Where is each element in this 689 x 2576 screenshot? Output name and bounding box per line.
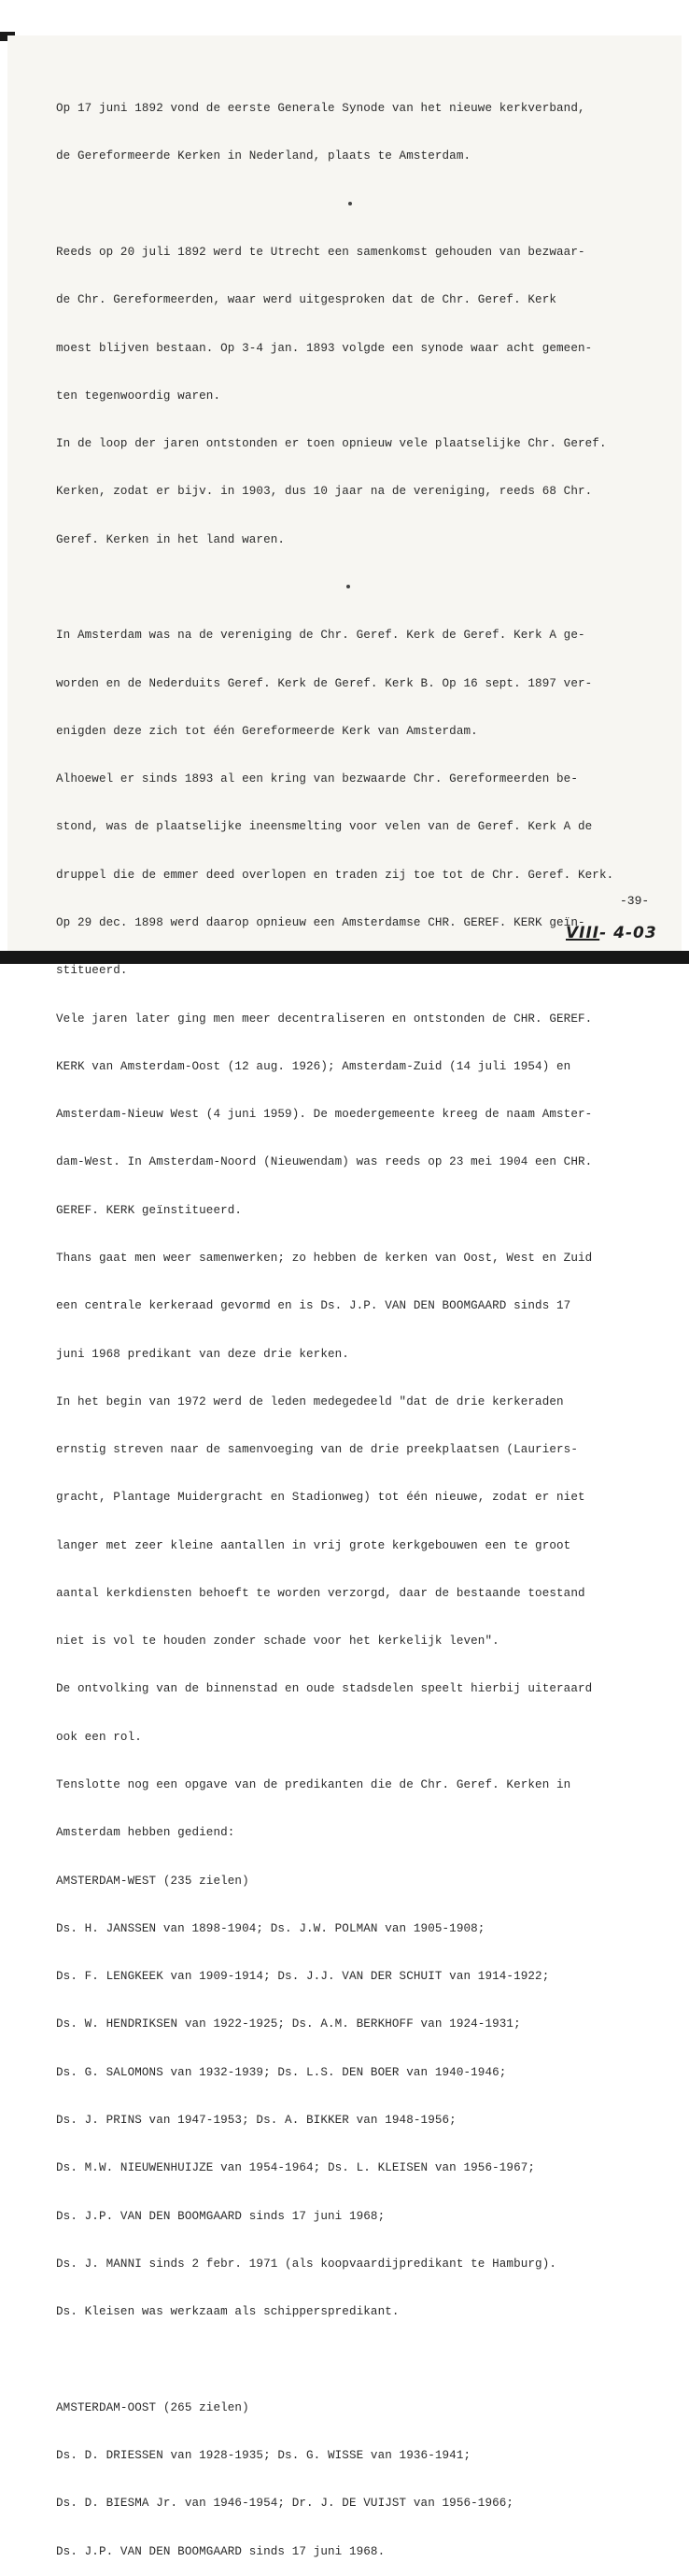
text-line: In het begin van 1972 werd de leden medegedeeld "dat de drie kerkeraden <box>56 1394 564 1408</box>
section-separator <box>56 580 672 596</box>
text-line: Reeds op 20 juli 1892 werd te Utrecht een samenkomst gehouden van bezwaar- <box>56 246 585 260</box>
text-line: Ds. J. MANNI sinds 2 febr. 1971 (als koopvaardijpredikant te Hamburg). <box>56 2257 557 2271</box>
text-line: Ds. J.P. VAN DEN BOOMGAARD sinds 17 juni 1968; <box>56 2209 386 2223</box>
text-line: De ontvolking van de binnenstad en oude stadsdelen speelt hierbij uiteraard <box>56 1682 593 1696</box>
typewritten-text <box>56 69 672 2576</box>
stamp-roman: VIII <box>566 924 600 942</box>
text-line: Ds. J. PRINS van 1947-1953; Ds. A. BIKKER van 1948-1956; <box>56 2114 457 2127</box>
separator-dot <box>346 585 350 588</box>
section-heading-west: AMSTERDAM-WEST (235 zielen) <box>56 1874 249 1888</box>
text-line: stond, was de plaatselijke ineensmelting voor velen van de Geref. Kerk A de <box>56 820 593 834</box>
text-line: Ds. M.W. NIEUWENHUIJZE van 1954-1964; Ds. L. KLEISEN van 1956-1967; <box>56 2161 536 2175</box>
text-line: stitueerd. <box>56 964 128 978</box>
text-line: druppel die de emmer deed overlopen en traden zij toe tot de Chr. Geref. Kerk. <box>56 868 614 882</box>
text-line: langer met zeer kleine aantallen in vrij grote kerkgebouwen een te groot <box>56 1538 571 1552</box>
text-line: de Gereformeerde Kerken in Nederland, plaats te Amsterdam. <box>56 149 471 163</box>
text-line: GEREF. KERK geïnstitueerd. <box>56 1203 243 1217</box>
text-line: Ds. D. BIESMA Jr. van 1946-1954; Dr. J. DE VUIJST van 1956-1966; <box>56 2497 514 2511</box>
text-line: ten tegenwoordig waren. <box>56 389 221 403</box>
stamp-code: - 4-03 <box>599 924 657 942</box>
text-line: niet is vol te houden zonder schade voor het kerkelijk leven". <box>56 1635 499 1649</box>
text-line: Ds. D. DRIESSEN van 1928-1935; Ds. G. WISSE van 1936-1941; <box>56 2448 471 2462</box>
text-line: dam-West. In Amsterdam-Noord (Nieuwendam) was reeds op 23 mei 1904 een CHR. <box>56 1155 593 1169</box>
blank-line <box>56 2352 672 2368</box>
text-line: Ds. F. LENGKEEK van 1909-1914; Ds. J.J. VAN DER SCHUIT van 1914-1922; <box>56 1970 550 1984</box>
text-line: een centrale kerkeraad gevormd en is Ds. J.P. VAN DEN BOOMGAARD sinds 17 <box>56 1299 571 1313</box>
archive-stamp <box>566 924 657 942</box>
text-line: Ds. J.P. VAN DEN BOOMGAARD sinds 17 juni 1968. <box>56 2544 386 2558</box>
text-line: de Chr. Gereformeerden, waar werd uitgesproken dat de Chr. Geref. Kerk <box>56 293 557 307</box>
text-line: Amsterdam-Nieuw West (4 juni 1959). De moedergemeente kreeg de naam Amster- <box>56 1108 593 1122</box>
text-line: Ds. W. HENDRIKSEN van 1922-1925; Ds. A.M. BERKHOFF van 1924-1931; <box>56 2017 521 2031</box>
text-line: Ds. H. JANSSEN van 1898-1904; Ds. J.W. POLMAN van 1905-1908; <box>56 1921 485 1935</box>
text-line: ernstig streven naar de samenvoeging van de drie preekplaatsen (Lauriers- <box>56 1443 578 1457</box>
text-line: Ds. G. SALOMONS van 1932-1939; Ds. L.S. DEN BOER van 1940-1946; <box>56 2065 507 2079</box>
section-heading-oost: AMSTERDAM-OOST (265 zielen) <box>56 2400 249 2414</box>
text-line: Op 17 juni 1892 vond de eerste Generale Synode van het nieuwe kerkverband, <box>56 102 585 116</box>
text-line: Geref. Kerken in het land waren. <box>56 532 286 546</box>
page-number: -39- <box>620 894 650 908</box>
separator-dot <box>348 202 352 205</box>
scan-top-margin <box>0 0 689 35</box>
text-line: Vele jaren later ging men meer decentraliseren en ontstonden de CHR. GEREF. <box>56 1012 593 1026</box>
text-line: juni 1968 predikant van deze drie kerken. <box>56 1347 349 1361</box>
text-line: In Amsterdam was na de vereniging de Chr. Geref. Kerk de Geref. Kerk A ge- <box>56 629 585 643</box>
text-line: ook een rol. <box>56 1730 142 1744</box>
text-line: Ds. Kleisen was werkzaam als schipperspredikant. <box>56 2305 400 2319</box>
text-line: Tenslotte nog een opgave van de predikanten die de Chr. Geref. Kerken in <box>56 1778 571 1792</box>
text-line: gracht, Plantage Muidergracht en Stadionweg) tot één nieuwe, zodat er niet <box>56 1491 585 1505</box>
text-line: worden en de Nederduits Geref. Kerk de Geref. Kerk B. Op 16 sept. 1897 ver- <box>56 676 593 690</box>
text-line: enigden deze zich tot één Gereformeerde Kerk van Amsterdam. <box>56 724 478 738</box>
text-line: In de loop der jaren ontstonden er toen opnieuw vele plaatselijke Chr. Geref. <box>56 437 607 451</box>
text-line: moest blijven bestaan. Op 3-4 jan. 1893 volgde een synode waar acht gemeen- <box>56 341 593 355</box>
text-line: KERK van Amsterdam-Oost (12 aug. 1926); Amsterdam-Zuid (14 juli 1954) en <box>56 1059 571 1073</box>
text-line: Alhoewel er sinds 1893 al een kring van bezwaarde Chr. Gereformeerden be- <box>56 772 578 786</box>
text-line: Op 29 dec. 1898 werd daarop opnieuw een Amsterdamse CHR. GEREF. KERK geïn- <box>56 915 585 929</box>
text-line: Amsterdam hebben gediend: <box>56 1826 235 1840</box>
text-line: aantal kerkdiensten behoeft te worden verzorgd, daar de bestaande toestand <box>56 1586 585 1600</box>
section-separator <box>56 197 672 213</box>
text-line: Thans gaat men weer samenwerken; zo hebben de kerken van Oost, West en Zuid <box>56 1251 593 1265</box>
text-line: Kerken, zodat er bijv. in 1903, dus 10 jaar na de vereniging, reeds 68 Chr. <box>56 485 593 499</box>
